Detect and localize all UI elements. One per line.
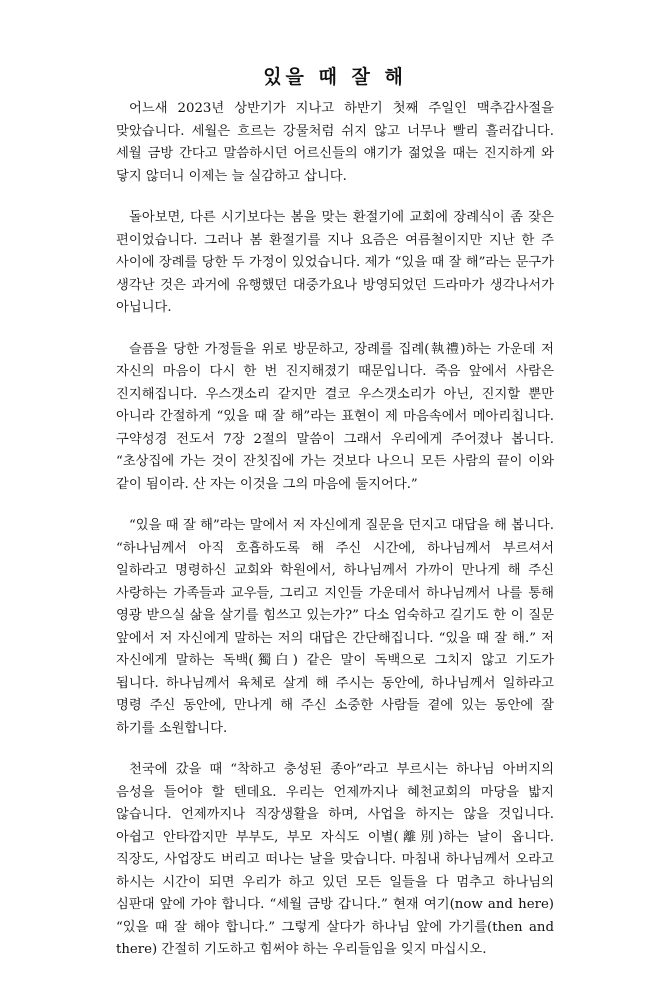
paragraph-5: 천국에 갔을 때 “착하고 충성된 종아”라고 부르시는 하나님 아버지의 음성을 들어야 할 텐데요. 우리는 언제까지나 혜천교회의 마당을 밟지 않습니다. 언제까지나 직장생활을 하며, 사업을 하지는 않을 것입니다. 아쉽고 안타깝지만 부부도, 부모 자식도 이별(離別)하는 날이 옵니다. 직장도, 사업장도 버리고 떠나는 날을 맞습니다. 마침내 하나님께서 오라고 하시는 시간이 되면 우리가 하고 있던 모든 일들을 다 멈추고 하나님의 심판대 앞에 가야 합니다. “세월 금방 갑니다.” 현재 여기(now and here) “있을 때 잘 해야 합니다.” 그렇게 살다가 하나님 앞에 가기를(then and there) 간절히 기도하고 힘써야 하는 우리들임을 잊지 마십시오.	[116, 762, 554, 957]
article-body	[116, 98, 554, 981]
paragraph-1: 어느새 2023년 상반기가 지나고 하반기 첫째 주일인 맥추감사절을 맞았습니다. 세월은 흐르는 강물처럼 쉬지 않고 너무나 빨리 흘러갑니다. 세월 금방 간다고 말씀하시던 어르신들의 얘기가 젊었을 때는 진지하게 와 닿지 않더니 이제는 늘 실감하고 삽니다.	[116, 101, 554, 184]
paragraph-4: “있을 때 잘 해”라는 말에서 저 자신에게 질문을 던지고 대답을 해 봅니다. “하나님께서 아직 호흡하도록 해 주신 시간에, 하나님께서 부르셔서 일하라고 명령하신 교회와 학원에서, 하나님께서 가까이 만나게 해 주신 사랑하는 가족들과 교우들, 그리고 지인들 가운데서 하나님께서 나를 통해 영광 받으실 삶을 살기를 힘쓰고 있는가?” 다소 엄숙하고 길기도 한 이 질문 앞에서 저 자신에게 말하는 저의 대답은 간단해집니다. “있을 때 잘 해.” 저 자신에게 말하는 독백(獨白) 같은 말이 독백으로 그치지 않고 기도가 됩니다. 하나님께서 육체로 살게 해 주시는 동안에, 하나님께서 일하라고 명령 주신 동안에, 만나게 해 주신 소중한 사람들 곁에 있는 동안에 잘 하기를 소원합니다.	[116, 518, 554, 736]
paragraph-3: 슬픔을 당한 가정들을 위로 방문하고, 장례를 집례(執禮)하는 가운데 저 자신의 마음이 다시 한 번 진지해졌기 때문입니다. 죽음 앞에서 사람은 진지해집니다. 우스갯소리 같지만 결코 우스갯소리가 아닌, 진지할 뿐만 아니라 간절하게 “있을 때 잘 해”라는 표현이 제 마음속에서 메아리칩니다. 구약성경 전도서 7장 2절의 말씀이 그래서 우리에게 주어졌나 봅니다. “초상집에 가는 것이 잔칫집에 가는 것보다 나으니 모든 사람의 끝이 이와 같이 됨이라. 산 자는 이것을 그의 마음에 둘지어다.”	[116, 341, 554, 492]
page-title: 있을 때 잘 해	[263, 66, 407, 88]
paragraph-2: 돌아보면, 다른 시기보다는 봄을 맞는 환절기에 교회에 장례식이 좀 잦은 편이었습니다. 그러나 봄 환절기를 지나 요즘은 여름철이지만 지난 한 주 사이에 장례를 당한 두 가정이 있었습니다. 제가 “있을 때 잘 해”라는 문구가 생각난 것은 과거에 유행했던 대중가요나 방영되었던 드라마가 생각나서가 아닙니다.	[116, 210, 554, 315]
